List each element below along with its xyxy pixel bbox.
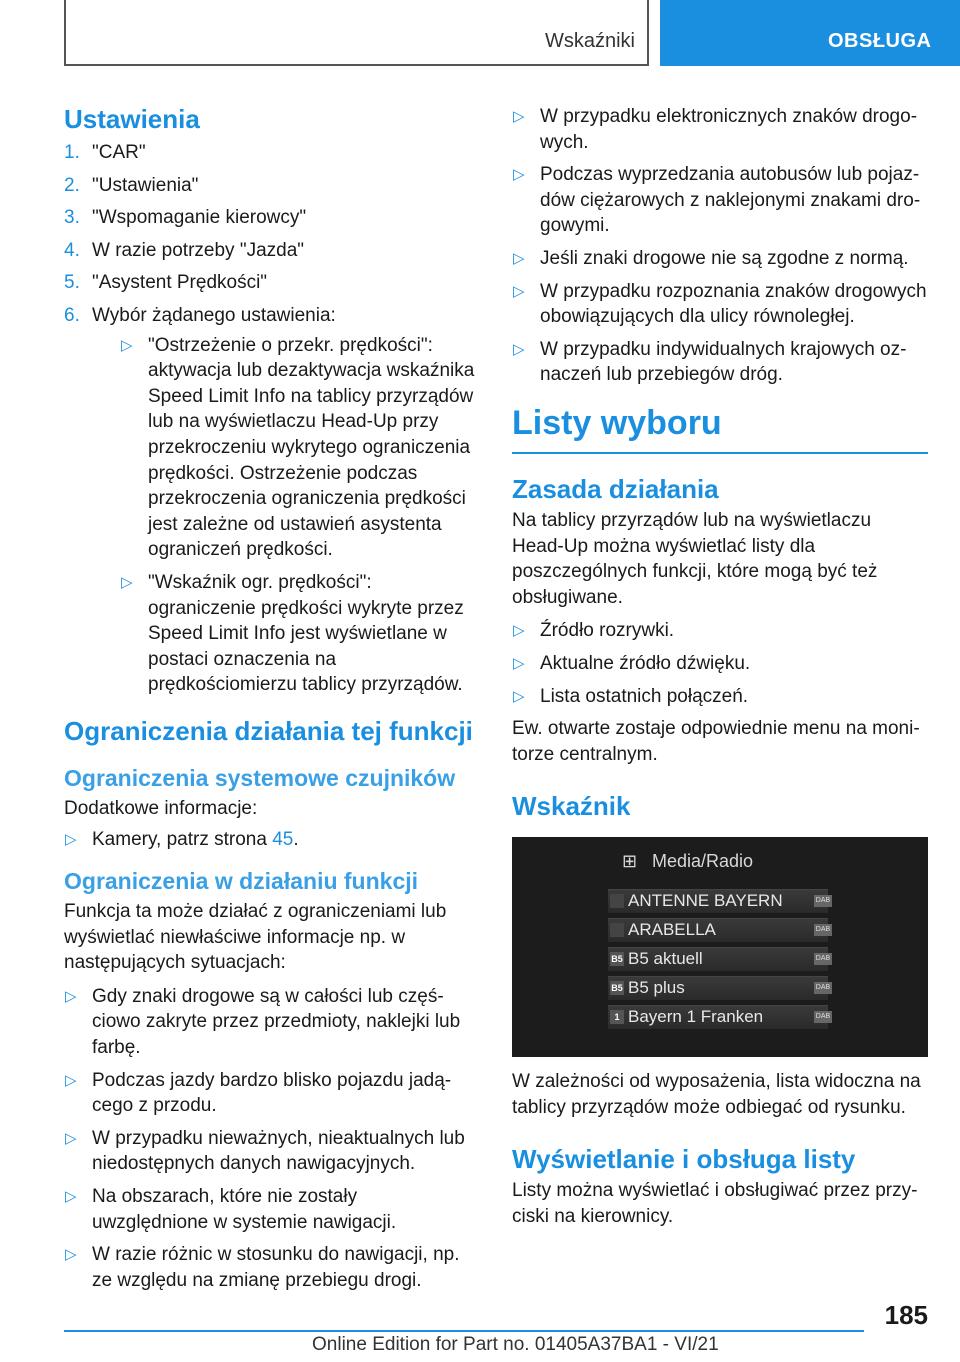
station-row bbox=[608, 976, 831, 1000]
triangle-bullet-icon: ▷ bbox=[513, 654, 525, 672]
camera-ref-list bbox=[64, 827, 478, 853]
step-text: "Ustawienia" bbox=[92, 174, 199, 196]
function-limits-text: Funkcja ta może działać z ograniczeniami lub wyświetlać niewłaściwe informacje np. w następujących sytuacjach: bbox=[64, 901, 447, 974]
triangle-bullet-icon: ▷ bbox=[65, 987, 77, 1005]
left-column bbox=[64, 102, 478, 1300]
station-name: ANTENNE BAYERN bbox=[628, 891, 783, 911]
heading-function-limits: Ograniczenia w działaniu funkcji bbox=[64, 868, 419, 895]
station-logo: B5 bbox=[611, 983, 623, 994]
situation-item bbox=[512, 162, 928, 239]
list-types bbox=[512, 618, 928, 709]
step-item bbox=[64, 205, 478, 231]
media-icon: ⊞ bbox=[622, 851, 638, 872]
camera-ref-end: . bbox=[293, 829, 299, 851]
list-type-item bbox=[512, 618, 928, 644]
situation-item bbox=[512, 337, 928, 388]
settings-options bbox=[120, 333, 478, 698]
station-row bbox=[608, 889, 831, 913]
situation-item bbox=[64, 1184, 478, 1235]
footer-divider bbox=[64, 1330, 864, 1332]
dab-tag: DAB bbox=[814, 924, 832, 936]
step-item bbox=[64, 238, 478, 264]
heading-sensor-limits: Ograniczenia systemowe czujników bbox=[64, 764, 456, 791]
triangle-bullet-icon: ▷ bbox=[65, 1071, 77, 1089]
situation-item bbox=[512, 279, 928, 330]
situation-text: Podczas jazdy bardzo blisko pojazdu jadącego z przodu. bbox=[92, 1069, 452, 1117]
settings-steps bbox=[64, 140, 478, 698]
situation-text: W przypadku indywidualnych krajowych oznaczeń lub przebiegów dróg. bbox=[540, 338, 907, 386]
page-number: 185 bbox=[884, 1300, 928, 1330]
heading-selection-lists: Listy wyboru bbox=[512, 400, 928, 454]
step-text: W razie potrzeby "Jazda" bbox=[92, 239, 305, 261]
step-number: 1. bbox=[64, 142, 80, 163]
situation-item bbox=[64, 984, 478, 1061]
step-text: "CAR" bbox=[92, 142, 146, 163]
station-logo: 1 bbox=[610, 1010, 624, 1024]
station-row bbox=[608, 947, 831, 971]
step-number: 2. bbox=[64, 174, 80, 196]
dab-tag: DAB bbox=[814, 895, 832, 907]
equipment-note: W zależności od wyposażenia, lista widoczna na tablicy przyrządów może odbiegać od rysunku. bbox=[512, 1071, 921, 1118]
option-item bbox=[120, 570, 478, 698]
triangle-bullet-icon: ▷ bbox=[513, 340, 525, 358]
step-text: "Wspomaganie kierowcy" bbox=[92, 207, 307, 229]
header-section-box bbox=[64, 0, 649, 66]
step-text: Wybór żądanego ustawienia: bbox=[92, 304, 336, 326]
station-name: B5 plus bbox=[628, 978, 685, 998]
page-link[interactable]: 45 bbox=[272, 829, 294, 851]
triangle-bullet-icon: ▷ bbox=[513, 249, 525, 267]
step-number: 4. bbox=[64, 239, 80, 261]
right-column bbox=[512, 102, 928, 1230]
heading-limits: Ograniczenia działania tej funkcji bbox=[64, 715, 473, 746]
dab-tag: DAB bbox=[814, 953, 832, 965]
triangle-bullet-icon: ▷ bbox=[513, 166, 525, 184]
principle-text: Na tablicy przyrządów lub na wyświetlaczu Head-Up można wyświetlać listy dla poszczególnych funkcji, które mogą być też obsługiwane. bbox=[512, 509, 878, 608]
heading-principle: Zasada działania bbox=[512, 473, 719, 504]
triangle-bullet-icon: ▷ bbox=[65, 1246, 77, 1264]
station-row bbox=[608, 918, 831, 942]
situation-text: W przypadku nieważnych, nieaktualnych lub niedostępnych danych nawigacyjnych. bbox=[92, 1127, 465, 1175]
step-text: "Asystent Prędkości" bbox=[92, 272, 268, 294]
step-item bbox=[64, 140, 478, 166]
step-number: 5. bbox=[64, 272, 80, 294]
situations-list-continued bbox=[512, 104, 928, 388]
situation-item bbox=[64, 1242, 478, 1293]
triangle-bullet-icon: ▷ bbox=[513, 282, 525, 300]
list-type-text: Lista ostatnich połączeń. bbox=[540, 685, 749, 707]
list-type-item bbox=[512, 684, 928, 710]
step-item bbox=[64, 173, 478, 199]
station-logo bbox=[610, 894, 624, 908]
triangle-bullet-icon: ▷ bbox=[513, 108, 525, 125]
list-type-text: Aktualne źródło dźwięku. bbox=[540, 652, 751, 674]
heading-settings: Ustawienia bbox=[64, 104, 200, 134]
dab-tag: DAB bbox=[814, 982, 832, 994]
triangle-bullet-icon: ▷ bbox=[65, 1188, 77, 1205]
list-type-item bbox=[512, 651, 928, 677]
situation-text: Podczas wyprzedzania autobusów lub pojazdów ciężarowych z naklejonymi znakami drogowymi. bbox=[540, 164, 921, 237]
header-chapter-label: OBSŁUGA bbox=[828, 30, 932, 52]
situation-item bbox=[512, 104, 928, 155]
situations-list bbox=[64, 984, 478, 1294]
heading-indicator: Wskaźnik bbox=[512, 791, 631, 822]
triangle-bullet-icon: ▷ bbox=[121, 336, 133, 354]
situation-item bbox=[512, 246, 928, 272]
situation-text: W przypadku rozpoznania znaków drogowych obowiązujących dla ulicy równoległej. bbox=[540, 280, 927, 328]
situation-text: Gdy znaki drogowe są w całości lub częściowo zakryte przez przedmioty, naklejki lub farbę. bbox=[92, 985, 461, 1059]
option-item bbox=[120, 333, 478, 563]
heading-display-list: Wyświetlanie i obsługa listy bbox=[512, 1144, 856, 1175]
camera-ref-item bbox=[64, 827, 478, 853]
list-type-text: Źródło rozrywki. bbox=[540, 620, 675, 642]
situation-item bbox=[64, 1126, 478, 1177]
situation-text: Jeśli znaki drogowe nie są zgodne z normą. bbox=[540, 247, 909, 269]
triangle-bullet-icon: ▷ bbox=[513, 622, 525, 640]
step-number: 6. bbox=[64, 304, 80, 326]
menu-text: Ew. otwarte zostaje odpowiednie menu na monitorze centralnym. bbox=[512, 718, 920, 765]
situation-text: W przypadku elektronicznych znaków drogowych. bbox=[540, 106, 918, 153]
triangle-bullet-icon: ▷ bbox=[513, 687, 525, 705]
option-text: "Wskaźnik ogr. prędkości": ograniczenie prędkości wykryte przez Speed Limit Info jest wyświetlane w postaci oznaczenia na prędkościomierzu tablicy przyrządów. bbox=[148, 571, 464, 696]
station-row bbox=[608, 1005, 831, 1029]
header-section-label: Wskaźniki bbox=[544, 30, 635, 52]
option-text: "Ostrzeżenie o przekr. prędkości": aktywacja lub dezaktywacja wskaźnika Speed Limit Info na tablicy przyrządów lub na wyświetlaczu Head-Up przy przekroczeniu wykrytego ograniczenia prędkości. Ostrzeżenie podczas przekroczenia ograniczenia prędkości jest zależne od ustawień asystenta ograniczeń prędkości. bbox=[148, 334, 475, 561]
footer-edition: Online Edition for Part no. 01405A37BA1 - VI/21 bbox=[312, 1334, 719, 1355]
camera-ref-text: Kamery, patrz strona bbox=[92, 829, 273, 851]
triangle-bullet-icon: ▷ bbox=[65, 1129, 77, 1147]
header-chapter-tab bbox=[660, 0, 960, 66]
station-name: Bayern 1 Franken bbox=[628, 1007, 764, 1027]
situation-text: W razie różnic w stosunku do nawigacji, np. ze względu na zmianę przebiegu drogi. bbox=[92, 1244, 460, 1291]
more-info-text: Dodatkowe informacje: bbox=[64, 797, 258, 819]
station-logo bbox=[610, 923, 624, 937]
triangle-bullet-icon: ▷ bbox=[65, 831, 77, 849]
station-name: B5 aktuell bbox=[628, 949, 703, 969]
station-name: ARABELLA bbox=[628, 920, 716, 940]
step-number: 3. bbox=[64, 207, 80, 229]
triangle-bullet-icon: ▷ bbox=[121, 573, 133, 591]
instrument-display-image bbox=[512, 837, 928, 1057]
step-item bbox=[64, 303, 478, 698]
display-list-text: Listy można wyświetlać i obsługiwać przez przyciski na kierownicy. bbox=[512, 1180, 918, 1228]
screen-title: Media/Radio bbox=[652, 851, 754, 872]
station-logo: B5 bbox=[611, 954, 623, 965]
situation-text: Na obszarach, które nie zostały uwzględnione w systemie nawigacji. bbox=[92, 1186, 397, 1233]
situation-item bbox=[64, 1068, 478, 1119]
step-item bbox=[64, 270, 478, 296]
dab-tag: DAB bbox=[814, 1011, 832, 1023]
